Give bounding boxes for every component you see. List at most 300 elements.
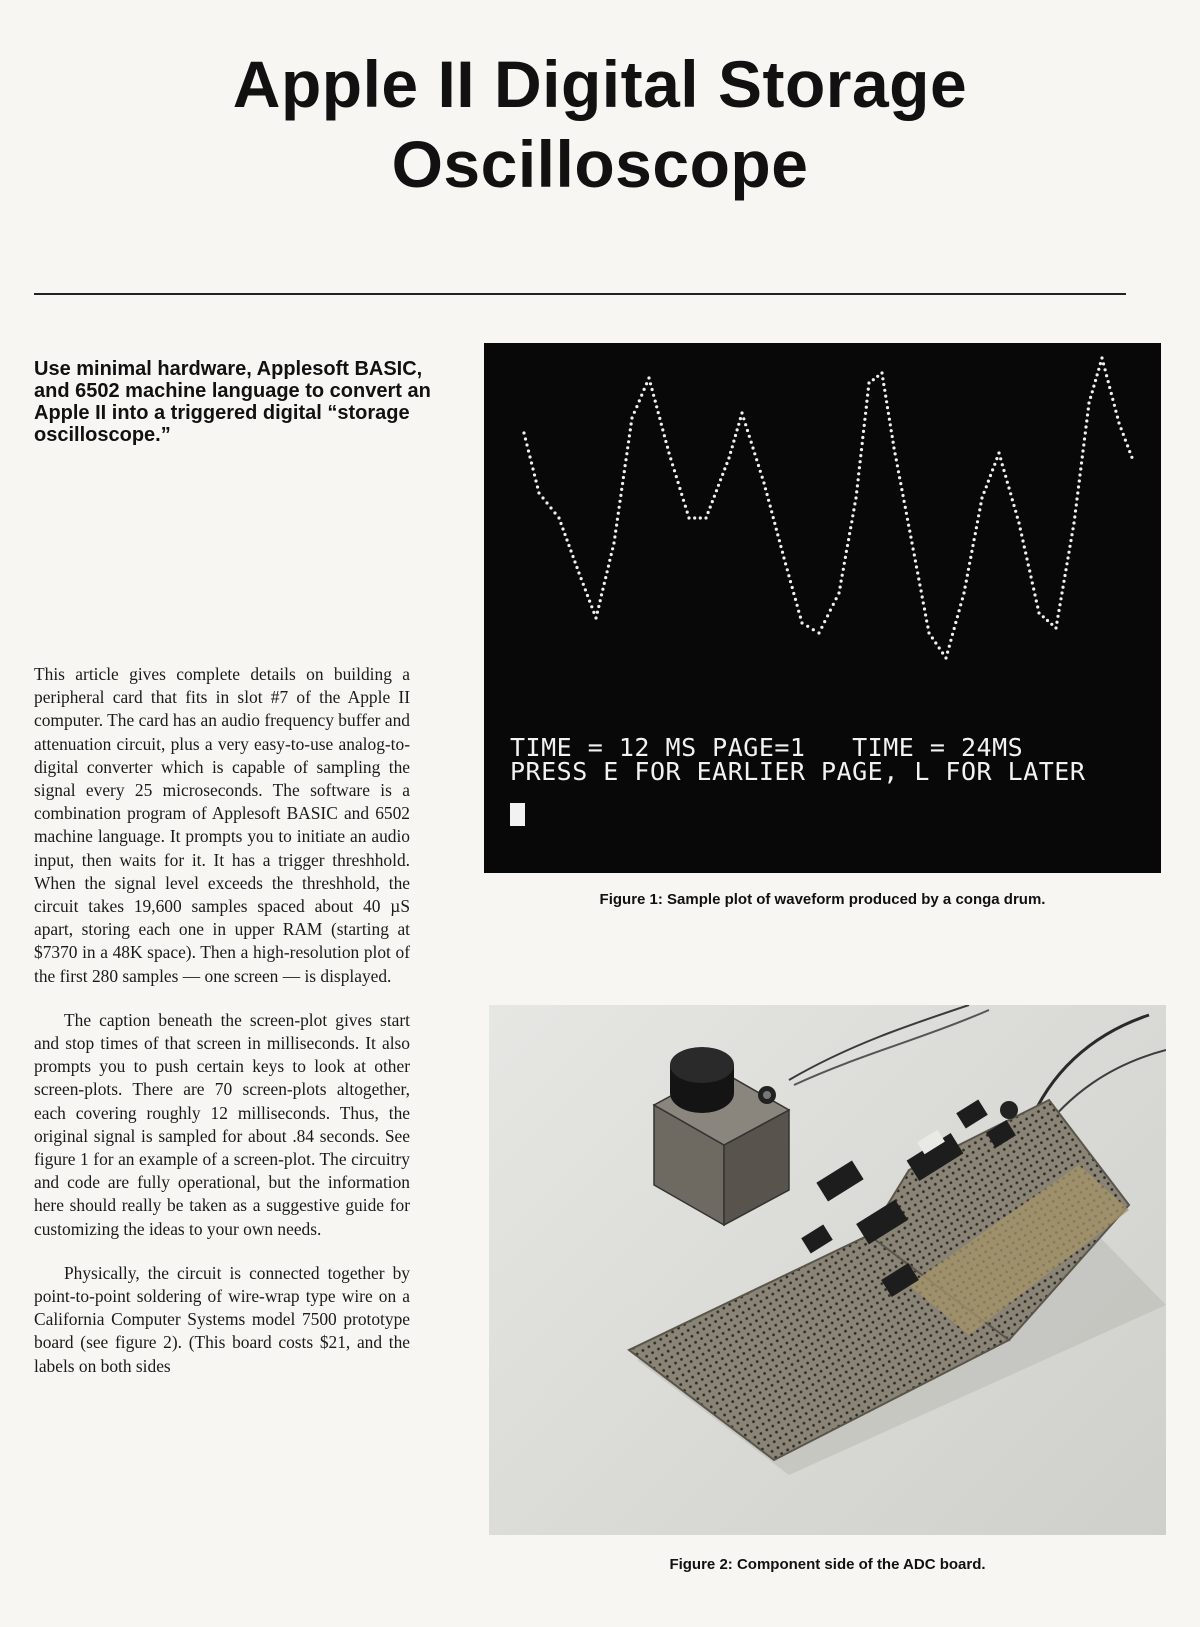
waveform-dot: [921, 595, 924, 598]
waveform-dot: [723, 467, 726, 470]
waveform-dot: [531, 467, 534, 470]
waveform-dot: [530, 461, 533, 464]
waveform-dot: [580, 577, 583, 580]
waveform-dot: [1042, 615, 1045, 618]
waveform-dot: [789, 580, 792, 583]
waveform-dot: [953, 627, 956, 630]
waveform-dot: [797, 610, 800, 613]
waveform-dot: [565, 538, 568, 541]
waveform-dot: [866, 394, 869, 397]
waveform-dot: [600, 593, 603, 596]
title-line-2: Oscilloscope: [391, 127, 809, 201]
waveform-dot: [1075, 503, 1078, 506]
waveform-dot: [852, 508, 855, 511]
waveform-dot: [699, 516, 702, 519]
waveform-dot: [617, 512, 620, 515]
article-body: [34, 663, 410, 1399]
waveform-dot: [655, 405, 658, 408]
waveform-dot: [1017, 521, 1020, 524]
body-paragraph: The caption beneath the screen-plot gives start and stop times of that screen in milliseconds. It also prompts you to push certain keys to look at other screen-plots. There are 70 screen-plots altogether, each covering roughly 12 milliseconds. Thus, the original signal is sampled for about .84 seconds. See figure 1 for an example of a screen-plot. The circuitry and code are fully operational, but the information here should really be taken as a suggestive guide for customizing the ideas to your own needs.: [34, 1009, 410, 1239]
waveform-dot: [601, 588, 604, 591]
waveform-dot: [892, 446, 895, 449]
waveform-dot: [912, 547, 915, 550]
waveform-dot: [820, 626, 823, 629]
title-divider: [34, 293, 1126, 295]
waveform-dot: [1097, 368, 1100, 371]
waveform-dot: [590, 605, 593, 608]
waveform-dot: [965, 580, 968, 583]
waveform-dot: [664, 440, 667, 443]
waveform-dot: [1066, 556, 1069, 559]
waveform-dot: [553, 511, 556, 514]
waveform-plot: [484, 343, 1161, 873]
waveform-dot: [1078, 473, 1081, 476]
waveform-dot: [882, 383, 885, 386]
waveform-dot: [872, 378, 875, 381]
waveform-dot: [1102, 362, 1105, 365]
waveform-dot: [737, 423, 740, 426]
waveform-dot: [934, 641, 937, 644]
waveform-dot: [867, 381, 870, 384]
waveform-dot: [832, 603, 835, 606]
waveform-dot: [923, 607, 926, 610]
waveform-dot: [770, 510, 773, 513]
waveform-dot: [858, 466, 861, 469]
waveform-dot: [618, 500, 621, 503]
waveform-dot: [761, 476, 764, 479]
waveform-dot: [638, 399, 641, 402]
waveform-dot: [618, 506, 621, 509]
waveform-dot: [751, 446, 754, 449]
waveform-dot: [924, 613, 927, 616]
waveform-dot: [588, 600, 591, 603]
waveform-dot: [1067, 551, 1070, 554]
waveform-dot: [596, 611, 599, 614]
waveform-dot: [1009, 492, 1012, 495]
waveform-dot: [1037, 611, 1040, 614]
waveform-dot: [778, 539, 781, 542]
waveform-dot: [1011, 498, 1014, 501]
waveform-dot: [995, 457, 998, 460]
waveform-dot: [917, 577, 920, 580]
waveform-dot: [666, 446, 669, 449]
waveform-dot: [962, 591, 965, 594]
waveform-dot: [975, 526, 978, 529]
waveform-dot: [812, 628, 815, 631]
waveform-dot: [533, 473, 536, 476]
waveform-dot: [622, 476, 625, 479]
waveform-dot: [658, 417, 661, 420]
waveform-dot: [1032, 587, 1035, 590]
waveform-dot: [628, 434, 631, 437]
waveform-dot: [1019, 527, 1022, 530]
waveform-dot: [671, 463, 674, 466]
waveform-dot: [732, 440, 735, 443]
waveform-dot: [887, 412, 890, 415]
figure-1-caption: Figure 1: Sample plot of waveform produced by a conga drum.: [599, 891, 1046, 908]
waveform-dot: [865, 400, 868, 403]
article-title: [0, 44, 1200, 204]
waveform-dot: [1029, 575, 1032, 578]
waveform-dot: [654, 400, 657, 403]
waveform-dot: [896, 464, 899, 467]
waveform-dot: [857, 472, 860, 475]
waveform-dot: [772, 516, 775, 519]
waveform-dot: [661, 428, 664, 431]
waveform-dot: [895, 458, 898, 461]
waveform-dot: [922, 601, 925, 604]
waveform-dot: [719, 478, 722, 481]
waveform-dot: [944, 656, 947, 659]
waveform-dot: [794, 598, 797, 601]
waveform-dot: [867, 388, 870, 391]
waveform-dot: [567, 544, 570, 547]
body-paragraph: This article gives complete details on building a peripheral card that fits in slot #7 of the Apple II computer. The card has an audio frequency buffer and attenuation circuit, plus a very easy-to-use analog-to-digital converter which is capable of sampling the signal every 25 microseconds. The software is a combination program of Applesoft BASIC and 6502 machine language. It prompts you to initiate an audio input, then waits for it. It has a trigger threshhold. When the signal level exceeds the threshhold, the circuit takes 19,600 samples spaced about 40 µS apart, storing each one in upper RAM (starting at $7370 in a 48K space). Then a high-resolution plot of the first 280 samples — one screen — is displayed.: [34, 664, 410, 986]
waveform-dot: [903, 500, 906, 503]
waveform-dot: [525, 443, 528, 446]
waveform-dot: [584, 588, 587, 591]
waveform-dot: [817, 631, 820, 634]
figure-1-screen: [484, 343, 1161, 873]
waveform-dot: [625, 452, 628, 455]
waveform-dot: [537, 491, 540, 494]
waveform-dot: [978, 508, 981, 511]
waveform-dot: [949, 639, 952, 642]
waveform-dot: [823, 620, 826, 623]
waveform-dot: [1046, 619, 1049, 622]
waveform-dot: [715, 489, 718, 492]
waveform-dot: [864, 412, 867, 415]
waveform-dot: [1100, 356, 1103, 359]
waveform-dot: [1076, 491, 1079, 494]
waveform-dot: [1012, 504, 1015, 507]
waveform-dot: [669, 457, 672, 460]
waveform-dot: [630, 416, 633, 419]
waveform-dot: [1081, 449, 1084, 452]
waveform-dot: [734, 434, 737, 437]
waveform-dot: [624, 458, 627, 461]
waveform-dot: [859, 460, 862, 463]
waveform-dot: [860, 448, 863, 451]
waveform-dot: [1081, 455, 1084, 458]
waveform-dot: [890, 429, 893, 432]
waveform-dot: [961, 597, 964, 600]
title-line-1: Apple II Digital Storage: [232, 47, 968, 121]
waveform-dot: [620, 488, 623, 491]
waveform-dot: [1065, 562, 1068, 565]
waveform-dot: [909, 536, 912, 539]
waveform-dot: [931, 636, 934, 639]
waveform-dot: [966, 574, 969, 577]
waveform-dot: [767, 499, 770, 502]
waveform-dot: [614, 530, 617, 533]
waveform-dot: [973, 538, 976, 541]
waveform-dot: [1031, 581, 1034, 584]
waveform-dot: [1105, 374, 1108, 377]
waveform-dot: [983, 491, 986, 494]
waveform-dot: [1120, 427, 1123, 430]
waveform-dot: [1014, 510, 1017, 513]
waveform-dot: [534, 479, 537, 482]
waveform-dot: [948, 645, 951, 648]
waveform-dot: [621, 482, 624, 485]
waveform-dot: [713, 495, 716, 498]
waveform-dot: [956, 615, 959, 618]
waveform-dot: [907, 524, 910, 527]
waveform-dot: [1116, 416, 1119, 419]
waveform-dot: [739, 417, 742, 420]
waveform-dot: [938, 646, 941, 649]
waveform-dot: [876, 375, 879, 378]
waveform-dot: [776, 533, 779, 536]
waveform-dot: [673, 469, 676, 472]
waveform-dot: [905, 512, 908, 515]
waveform-dot: [1099, 362, 1102, 365]
waveform-dot: [1104, 368, 1107, 371]
screen-prompt-line: PRESS E FOR EARLIER PAGE, L FOR LATER: [510, 757, 1086, 786]
waveform-dot: [888, 418, 891, 421]
waveform-dot: [951, 633, 954, 636]
waveform-dot: [586, 594, 589, 597]
waveform-dot: [645, 382, 648, 385]
waveform-dot: [594, 616, 597, 619]
waveform-dot: [711, 500, 714, 503]
waveform-dot: [1114, 410, 1117, 413]
waveform-dot: [1110, 392, 1113, 395]
waveform-dot: [1060, 591, 1063, 594]
waveform-dot: [970, 550, 973, 553]
waveform-dot: [1069, 539, 1072, 542]
waveform-dot: [633, 411, 636, 414]
waveform-dot: [1055, 621, 1058, 624]
waveform-dot: [571, 555, 574, 558]
waveform-dot: [881, 377, 884, 380]
waveform-dot: [969, 556, 972, 559]
waveform-dot: [775, 528, 778, 531]
waveform-dot: [980, 496, 983, 499]
waveform-dot: [913, 553, 916, 556]
waveform-dot: [667, 451, 670, 454]
waveform-dot: [1079, 467, 1082, 470]
waveform-dot: [709, 506, 712, 509]
waveform-dot: [569, 549, 572, 552]
waveform-dot: [1091, 390, 1094, 393]
waveform-dot: [1086, 413, 1089, 416]
body-paragraph: Physically, the circuit is connected together by point-to-point soldering of wire-wrap type wire on a California Computer Systems model 7500 prototype board (see figure 2). (This board costs $21, and the labels on both sides: [34, 1262, 410, 1376]
waveform-dot: [800, 621, 803, 624]
waveform-dot: [967, 568, 970, 571]
waveform-dot: [613, 535, 616, 538]
waveform-dot: [608, 559, 611, 562]
waveform-dot: [1056, 615, 1059, 618]
waveform-dot: [603, 582, 606, 585]
waveform-dot: [900, 488, 903, 491]
waveform-dot: [1094, 379, 1097, 382]
waveform-dot: [859, 454, 862, 457]
waveform-dot: [857, 478, 860, 481]
waveform-dot: [920, 589, 923, 592]
waveform-dot: [748, 435, 751, 438]
waveform-dot: [835, 597, 838, 600]
waveform-dot: [886, 406, 889, 409]
waveform-dot: [847, 538, 850, 541]
waveform-dot: [627, 440, 630, 443]
waveform-dot: [904, 506, 907, 509]
waveform-dot: [606, 570, 609, 573]
waveform-dot: [1122, 433, 1125, 436]
waveform-dot: [1073, 515, 1076, 518]
waveform-dot: [629, 428, 632, 431]
waveform-dot: [773, 522, 776, 525]
waveform-dot: [630, 422, 633, 425]
waveform-dot: [541, 496, 544, 499]
waveform-dot: [731, 445, 734, 448]
waveform-dot: [522, 431, 525, 434]
waveform-dot: [549, 506, 552, 509]
waveform-dot: [1023, 545, 1026, 548]
waveform-dot: [1074, 509, 1077, 512]
waveform-dot: [843, 562, 846, 565]
waveform-dot: [976, 520, 979, 523]
waveform-dot: [736, 428, 739, 431]
waveform-dot: [725, 462, 728, 465]
waveform-dot: [782, 556, 785, 559]
waveform-dot: [721, 473, 724, 476]
waveform-dot: [1087, 401, 1090, 404]
waveform-dot: [1068, 545, 1071, 548]
waveform-dot: [853, 502, 856, 505]
waveform-dot: [753, 452, 756, 455]
waveform-dot: [746, 429, 749, 432]
waveform-dot: [1020, 533, 1023, 536]
waveform-dot: [616, 518, 619, 521]
waveform-dot: [1108, 386, 1111, 389]
waveform-dot: [1063, 574, 1066, 577]
waveform-dot: [918, 583, 921, 586]
waveform-dot: [863, 418, 866, 421]
waveform-dot: [582, 583, 585, 586]
waveform-dot: [652, 394, 655, 397]
waveform-dot: [1078, 479, 1081, 482]
waveform-dot: [619, 494, 622, 497]
waveform-dot: [842, 568, 845, 571]
waveform-dot: [779, 545, 782, 548]
waveform-dot: [623, 470, 626, 473]
waveform-dot: [762, 481, 765, 484]
waveform-dot: [1050, 623, 1053, 626]
waveform-dot: [1092, 385, 1095, 388]
waveform-dot: [897, 470, 900, 473]
waveform-dot: [889, 423, 892, 426]
waveform-dot: [1062, 580, 1065, 583]
waveform-dot: [1089, 396, 1092, 399]
waveform-dot: [946, 651, 949, 654]
waveform-dot: [597, 605, 600, 608]
waveform-dot: [573, 560, 576, 563]
waveform-dot: [915, 565, 918, 568]
waveform-dot: [1111, 398, 1114, 401]
waveform-dot: [649, 382, 652, 385]
article-deck: Use minimal hardware, Applesoft BASIC, and 6502 machine language to convert an Apple II into a triggered digital “storage oscilloscope.”: [34, 358, 431, 446]
waveform-dot: [991, 468, 994, 471]
waveform-dot: [846, 544, 849, 547]
waveform-dot: [941, 651, 944, 654]
waveform-dot: [1070, 533, 1073, 536]
waveform-dot: [979, 502, 982, 505]
waveform-dot: [1107, 380, 1110, 383]
waveform-dot: [1085, 419, 1088, 422]
waveform-dot: [557, 516, 560, 519]
waveform-dot: [624, 464, 627, 467]
waveform-dot: [861, 436, 864, 439]
waveform-dot: [898, 476, 901, 479]
waveform-dot: [1080, 461, 1083, 464]
screen-cursor: [510, 803, 525, 826]
waveform-dot: [561, 527, 564, 530]
waveform-dot: [840, 580, 843, 583]
waveform-dot: [663, 434, 666, 437]
waveform-dot: [841, 574, 844, 577]
adc-board-illustration: [489, 1005, 1166, 1535]
waveform-dot: [784, 562, 787, 565]
screen-time-line: TIME = 12 MS PAGE=1 TIME = 24MS: [510, 733, 1024, 762]
waveform-dot: [993, 463, 996, 466]
waveform-dot: [682, 499, 685, 502]
waveform-dot: [1025, 557, 1028, 560]
waveform-dot: [880, 371, 883, 374]
waveform-dot: [839, 586, 842, 589]
waveform-dot: [524, 437, 527, 440]
waveform-dot: [677, 481, 680, 484]
waveform-dot: [626, 446, 629, 449]
waveform-dot: [1001, 463, 1004, 466]
waveform-dot: [536, 485, 539, 488]
waveform-dot: [684, 505, 687, 508]
waveform-dot: [1054, 626, 1057, 629]
waveform-dot: [660, 423, 663, 426]
waveform-dot: [855, 490, 858, 493]
waveform-dot: [901, 494, 904, 497]
waveform-dot: [1084, 431, 1087, 434]
waveform-dot: [862, 430, 865, 433]
waveform-dot: [1057, 609, 1060, 612]
waveform-dot: [1024, 551, 1027, 554]
waveform-dot: [1130, 456, 1133, 459]
waveform-dot: [1082, 443, 1085, 446]
waveform-dot: [985, 485, 988, 488]
waveform-dot: [1064, 568, 1067, 571]
waveform-dot: [611, 547, 614, 550]
waveform-dot: [750, 441, 753, 444]
waveform-dot: [792, 592, 795, 595]
waveform-dot: [729, 451, 732, 454]
waveform-dot: [1007, 486, 1010, 489]
waveform-dot: [742, 417, 745, 420]
waveform-dot: [717, 484, 720, 487]
waveform-dot: [971, 544, 974, 547]
waveform-dot: [647, 376, 650, 379]
waveform-dot: [885, 400, 888, 403]
waveform-dot: [826, 614, 829, 617]
waveform-dot: [1021, 539, 1024, 542]
waveform-dot: [806, 625, 809, 628]
waveform-dot: [906, 518, 909, 521]
waveform-dot: [577, 571, 580, 574]
waveform-dot: [1004, 475, 1007, 478]
waveform-dot: [740, 411, 743, 414]
waveform-dot: [604, 576, 607, 579]
waveform-dot: [1128, 450, 1131, 453]
